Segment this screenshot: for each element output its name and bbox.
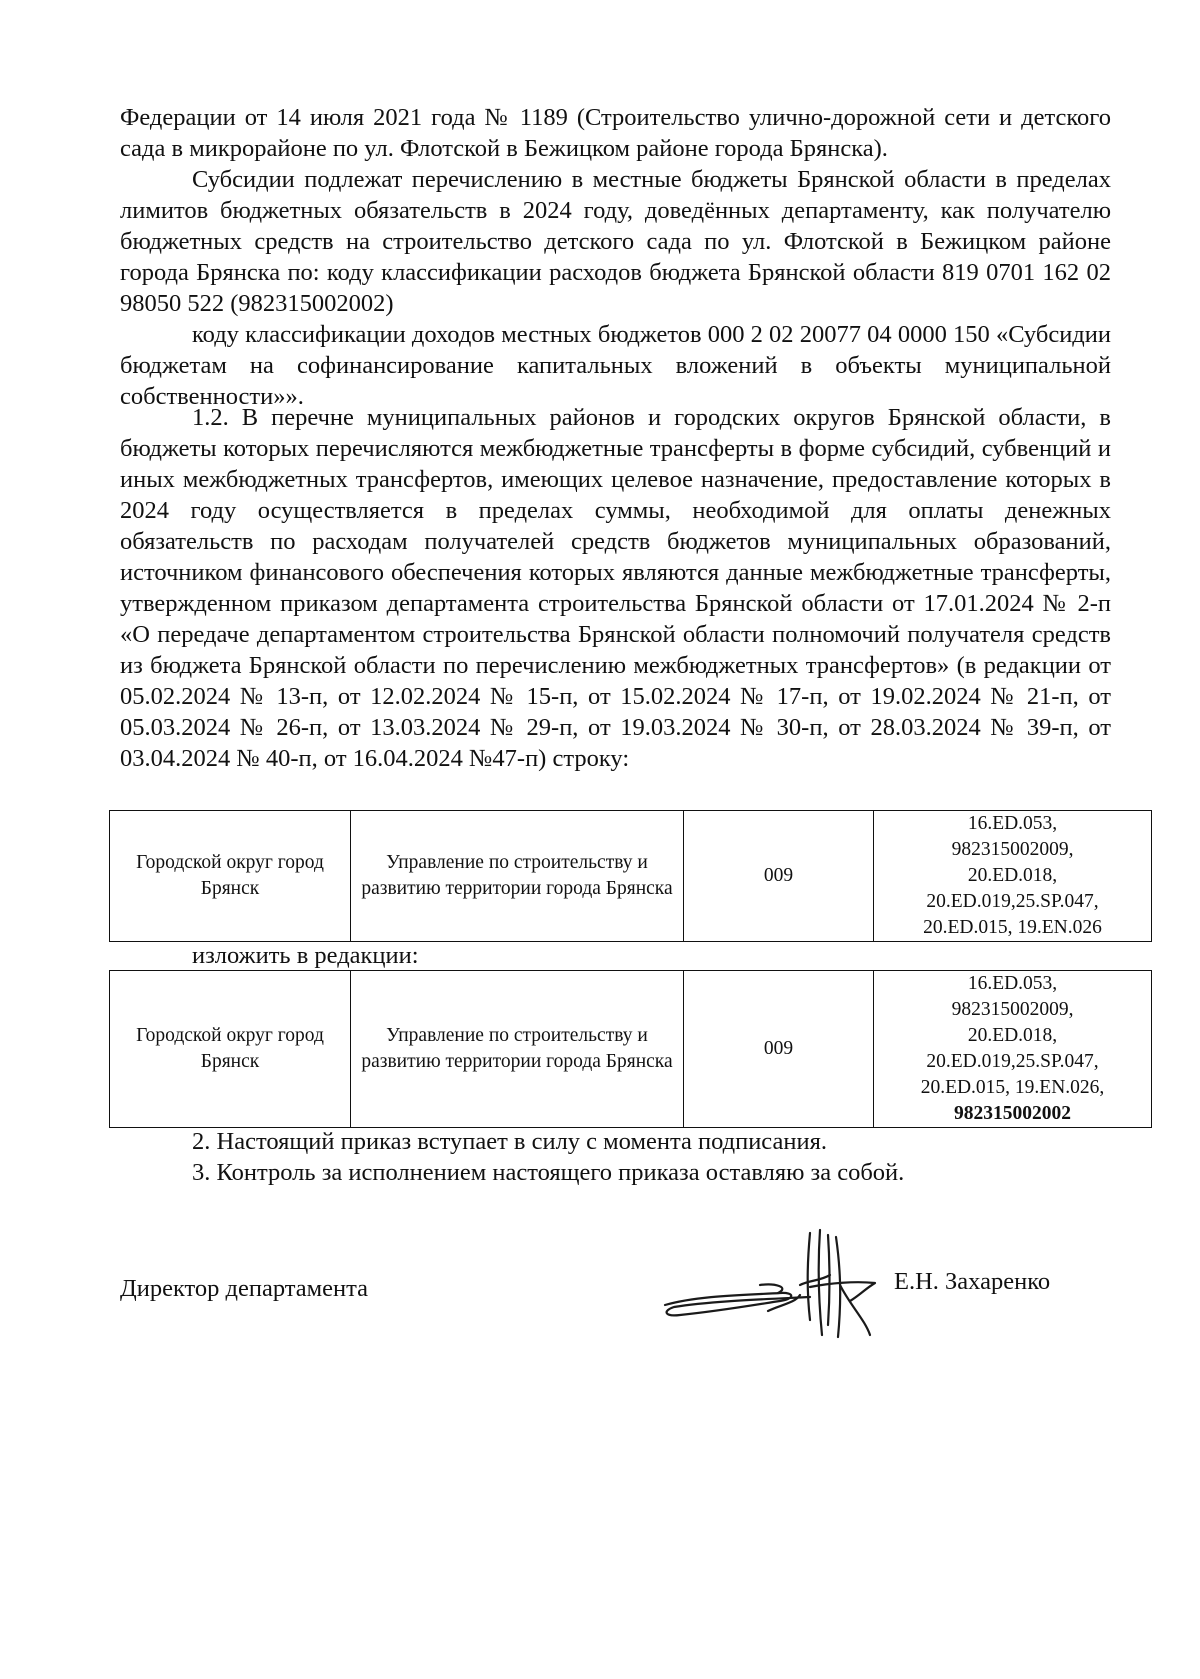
cell-recipient: Управление по строительству и развитию территории города Брянска xyxy=(351,971,684,1128)
target-code: 982315002009, xyxy=(951,839,1074,860)
cell-target-codes xyxy=(874,971,1152,1128)
target-code: 16.ED.053, xyxy=(967,813,1058,834)
table-old-row xyxy=(109,810,1152,942)
paragraph-income-code: коду классификации доходов местных бюджетов 000 2 02 20077 04 0000 150 «Субсидии бюджетам на софинансирование капитальных вложений в объекты муниципальной собственности»». xyxy=(120,321,1111,410)
item-2: 2. Настоящий приказ вступает в силу с момента подписания. xyxy=(192,1128,827,1155)
signature-name: Е.Н. Захаренко xyxy=(894,1268,1051,1295)
cell-target-codes xyxy=(874,811,1152,942)
restate-label: изложить в редакции: xyxy=(192,942,419,969)
signature-position: Директор департамента xyxy=(120,1275,369,1302)
target-code: 20.ED.018, xyxy=(967,1025,1058,1046)
paragraph-subsidies: Субсидии подлежат перечислению в местные бюджеты Брянской области в пределах лимитов бюджетных обязательств в 2024 году, доведённых департаменту, как получателю бюджетных средств на строительство детского сада по ул. Флотской в Бежицком районе города Брянска по: коду классификации расходов бюджета Брянской области 819 0701 162 02 98050 522 (982315002002) xyxy=(120,166,1111,317)
target-code: 20.ED.015, 19.EN.026 xyxy=(923,917,1102,938)
cell-district: Городской округ город Брянск xyxy=(110,811,351,942)
cell-district: Городской округ город Брянск xyxy=(110,971,351,1128)
paragraph-federation-decree: Федерации от 14 июля 2021 года № 1189 (Строительство улично-дорожной сети и детского сада в микрорайоне по ул. Флотской в Бежицком районе города Брянска). xyxy=(120,104,1111,162)
cell-code: 009 xyxy=(684,811,874,942)
target-code: 20.ED.019,25.SP.047, xyxy=(926,1051,1099,1072)
cell-code: 009 xyxy=(684,971,874,1128)
table-row xyxy=(110,811,1152,942)
target-code: 982315002009, xyxy=(951,999,1074,1020)
cell-recipient: Управление по строительству и развитию территории города Брянска xyxy=(351,811,684,942)
handwritten-signature xyxy=(660,1225,910,1345)
table-row xyxy=(110,971,1152,1128)
table-new-row xyxy=(109,970,1152,1128)
paragraph-1-2: 1.2. В перечне муниципальных районов и городских округов Брянской области, в бюджеты которых перечисляются межбюджетные трансферты в форме субсидий, субвенций и иных межбюджетных трансфертов, имеющих целевое назначение, предоставление которых в 2024 году осуществляется в пределах суммы, необходимой для оплаты денежных обязательств по расходам получателей средств бюджетов муниципальных образований, источником финансового обеспечения которых являются данные межбюджетные трансферты, утвержденном приказом департамента строительства Брянской области от 17.01.2024 № 2-п «О передаче департаментом строительства Брянской области полномочий получателя средств из бюджета Брянской области по перечислению межбюджетных трансфертов» (в редакции от 05.02.2024 № 13-п, от 12.02.2024 № 15-п, от 15.02.2024 № 17-п, от 19.02.2024 № 21-п, от 05.03.2024 № 26-п, от 13.03.2024 № 29-п, от 19.03.2024 № 30-п, от 28.03.2024 № 39-п, от 03.04.2024 № 40-п, от 16.04.2024 №47-п) строку: xyxy=(120,404,1111,772)
target-code-bold: 982315002002 xyxy=(954,1103,1071,1124)
target-code: 16.ED.053, xyxy=(967,973,1058,994)
item-3: 3. Контроль за исполнением настоящего приказа оставляю за собой. xyxy=(192,1159,905,1186)
target-code: 20.ED.019,25.SP.047, xyxy=(926,891,1099,912)
target-code: 20.ED.018, xyxy=(967,865,1058,886)
target-code: 20.ED.015, 19.EN.026, xyxy=(920,1077,1105,1098)
